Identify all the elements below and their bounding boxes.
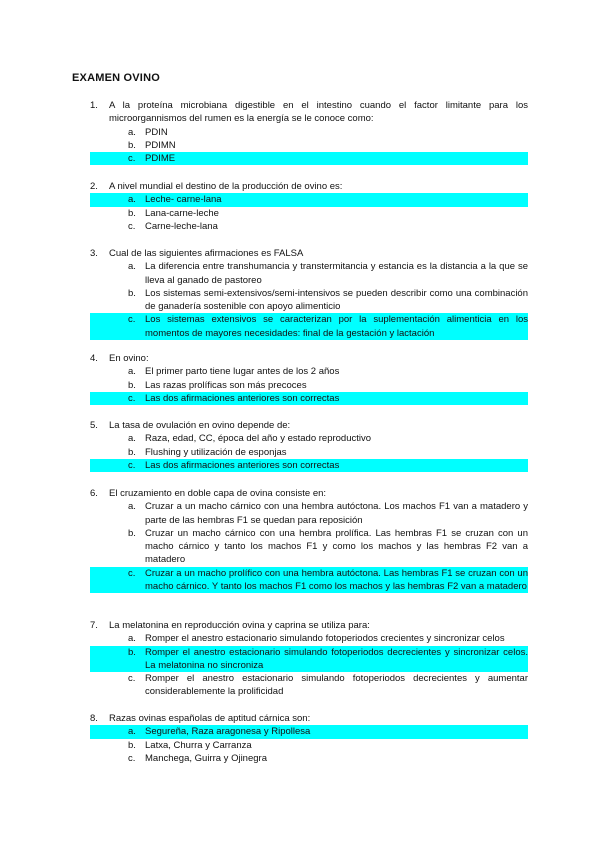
- question-3: [90, 247, 528, 340]
- question-text: A la proteína microbiana digestible en el intestino cuando el factor limitante para los microorgannismos del rumen es la energía se le conoce como:: [109, 100, 528, 125]
- option-b: [90, 207, 528, 220]
- question-6: [90, 487, 528, 593]
- question-text: La melatonina en reproducción ovina y caprina se utiliza para:: [109, 620, 370, 631]
- option-b: [90, 739, 528, 752]
- option-text: Cruzar a un macho cárnico con una hembra autóctona. Los machos F1 van a matadero y parte de las hembras F1 se quedan para reposición: [145, 501, 528, 526]
- option-letter: c.: [128, 153, 136, 165]
- option-letter: b.: [128, 287, 136, 299]
- option-a: [90, 193, 528, 206]
- option-text: Carne-leche-lana: [145, 220, 218, 232]
- question-text: La tasa de ovulación en ovino depende de:: [109, 420, 291, 431]
- option-text: El primer parto tiene lugar antes de los 2 años: [145, 366, 340, 378]
- option-c: [90, 392, 528, 405]
- option-a: [90, 432, 528, 445]
- option-list: [90, 260, 528, 340]
- question-8: [90, 712, 528, 765]
- option-list: [90, 725, 528, 765]
- option-text: Las dos afirmaciones anteriores son correctas: [145, 392, 340, 404]
- option-letter: a.: [128, 726, 136, 738]
- question-number: 2.: [90, 181, 98, 192]
- option-b: [90, 379, 528, 392]
- option-list: [90, 126, 528, 166]
- question-number: 8.: [90, 713, 98, 724]
- question-number: 4.: [90, 353, 98, 364]
- option-text: Los sistemas semi-extensivos/semi-intensivos se pueden describir como una combinación de ganadería sostenible con apoyo alimenticio: [145, 287, 528, 313]
- option-letter: b.: [128, 646, 136, 658]
- option-text: PDIMN: [145, 139, 176, 151]
- question-7: [90, 619, 528, 699]
- option-letter: b.: [128, 207, 136, 219]
- option-a: [90, 632, 528, 645]
- option-text: Cruzar a un macho prolífico con una hembra autóctona. Las hembras F1 se cruzan con un macho cárnico. Y tanto los machos F1 como los machos y las hembras F2 van a matadero: [145, 567, 528, 593]
- option-b: [90, 287, 528, 314]
- option-letter: a.: [128, 633, 136, 645]
- option-text: Manchega, Guirra y Ojinegra: [145, 752, 267, 764]
- option-letter: b.: [128, 446, 136, 458]
- option-text: Latxa, Churra y Carranza: [145, 739, 252, 751]
- option-a: [90, 365, 528, 378]
- option-text: Cruzar un macho cárnico con una hembra prolífica. Las hembras F1 se cruzan con un macho cárnico y tanto los machos F1 y como los machos y las hembras F2 van a matadero: [145, 527, 528, 566]
- option-letter: c.: [128, 752, 136, 764]
- option-b: [90, 446, 528, 459]
- option-text: Flushing y utilización de esponjas: [145, 446, 287, 458]
- option-list: [90, 432, 528, 472]
- page-title: EXAMEN OVINO: [72, 72, 160, 84]
- option-text: Segureña, Raza aragonesa y Ripollesa: [145, 726, 311, 738]
- question-number: 6.: [90, 488, 98, 499]
- option-letter: b.: [128, 527, 136, 539]
- option-c: [90, 313, 528, 340]
- option-b: [90, 527, 528, 567]
- option-text: Romper el anestro estacionario simulando fotoperiodos crecientes y sincronizar celos: [145, 633, 505, 645]
- option-list: [90, 632, 528, 698]
- option-b: [90, 646, 528, 673]
- option-b: [90, 139, 528, 152]
- option-c: [90, 567, 528, 594]
- option-a: [90, 500, 528, 527]
- option-letter: c.: [128, 673, 136, 685]
- option-list: [90, 193, 528, 233]
- option-letter: b.: [128, 379, 136, 391]
- question-4: [90, 352, 528, 405]
- question-2: [90, 180, 528, 233]
- option-text: Los sistemas extensivos se caracterizan por la suplementación alimenticia en los momentos de mayores necesidades: final de la gestación y lactación: [145, 314, 528, 339]
- option-text: PDIN: [145, 126, 168, 138]
- option-letter: c.: [128, 459, 136, 471]
- option-text: La diferencia entre transhumancia y transtermitancia y estancia es la distancia a la que se lleva al ganado de pastoreo: [145, 261, 528, 286]
- question-number: 3.: [90, 248, 98, 259]
- option-letter: a.: [128, 501, 136, 513]
- option-letter: c.: [128, 314, 136, 326]
- option-list: [90, 500, 528, 593]
- question-text: A nivel mundial el destino de la producción de ovino es:: [109, 181, 343, 192]
- question-text: El cruzamiento en doble capa de ovina consiste en:: [109, 488, 327, 499]
- option-c: [90, 220, 528, 233]
- option-letter: c.: [128, 392, 136, 404]
- option-c: [90, 752, 528, 765]
- option-c: [90, 459, 528, 472]
- question-number: 1.: [90, 100, 98, 111]
- option-text: Las razas prolíficas son más precoces: [145, 379, 307, 391]
- option-letter: b.: [128, 739, 136, 751]
- option-letter: a.: [128, 366, 136, 378]
- option-letter: a.: [128, 126, 136, 138]
- option-c: [90, 672, 528, 699]
- option-text: Las dos afirmaciones anteriores son correctas: [145, 459, 340, 471]
- question-5: [90, 419, 528, 472]
- option-letter: a.: [128, 261, 136, 273]
- option-a: [90, 260, 528, 287]
- option-text: Romper el anestro estacionario simulando fotoperiodos decrecientes y sincronizar celos. La melatonina no sincroniza: [145, 646, 528, 671]
- option-letter: c.: [128, 220, 136, 232]
- question-text: En ovino:: [109, 353, 149, 364]
- question-number: 5.: [90, 420, 98, 431]
- option-a: [90, 725, 528, 738]
- option-text: Romper el anestro estacionario simulando fotoperiodos decrecientes y aumentar considerablemente la prolificidad: [145, 673, 528, 698]
- option-letter: c.: [128, 567, 136, 579]
- question-text: Cual de las siguientes afirmaciones es FALSA: [109, 248, 304, 259]
- option-text: Leche- carne-lana: [145, 194, 222, 206]
- option-letter: b.: [128, 139, 136, 151]
- option-list: [90, 365, 528, 405]
- option-text: Raza, edad, CC, época del año y estado reproductivo: [145, 433, 372, 445]
- option-text: PDIME: [145, 153, 176, 165]
- question-number: 7.: [90, 620, 98, 631]
- option-a: [90, 126, 528, 139]
- option-text: Lana-carne-leche: [145, 207, 219, 219]
- option-letter: a.: [128, 433, 136, 445]
- question-text: Razas ovinas españolas de aptitud cárnica son:: [109, 713, 311, 724]
- question-1: [90, 99, 528, 165]
- option-letter: a.: [128, 194, 136, 206]
- option-c: [90, 152, 528, 165]
